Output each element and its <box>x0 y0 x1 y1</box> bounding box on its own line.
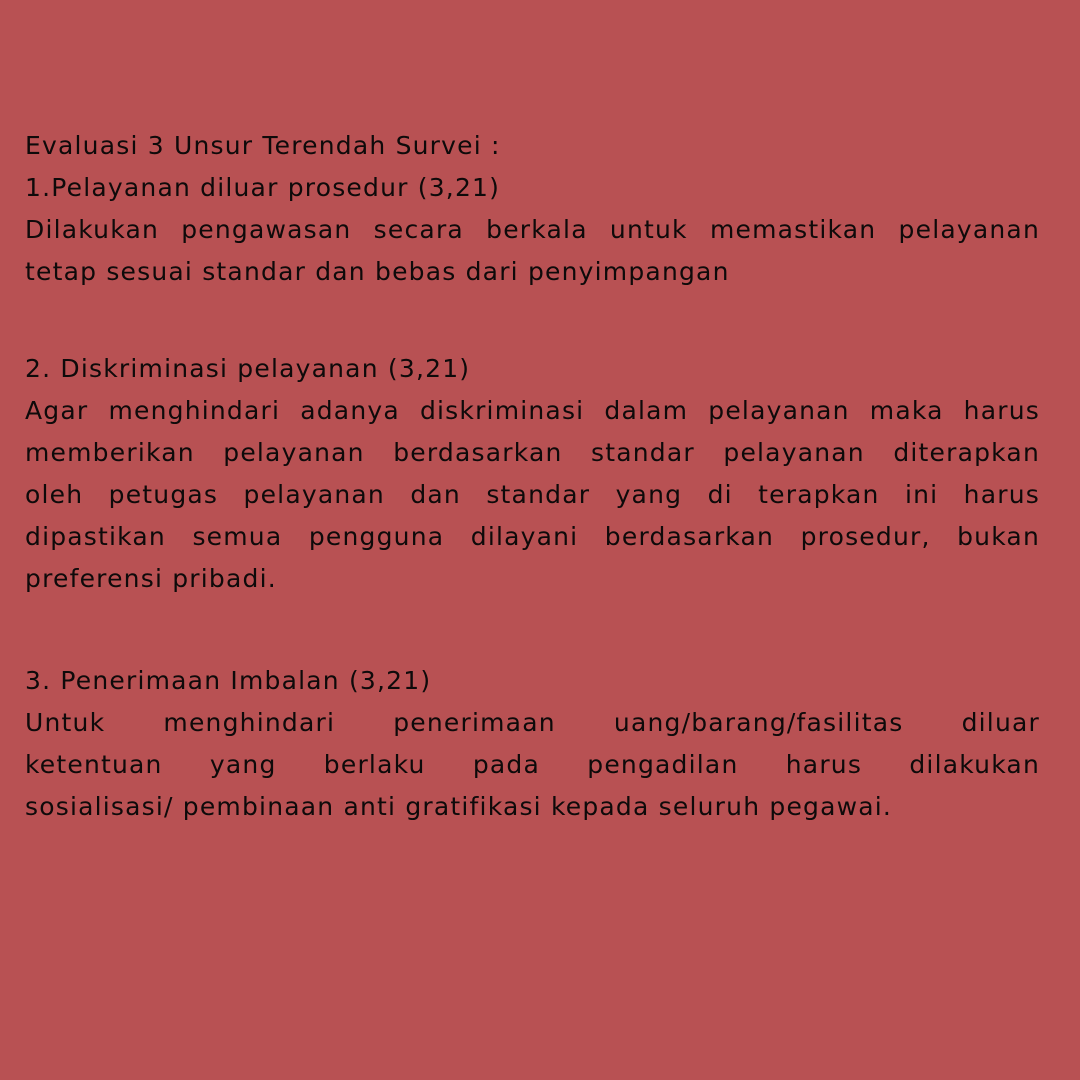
item-text-line: sosialisasi/ pembinaan anti gratifikasi kepada seluruh pegawai. <box>25 792 893 821</box>
spacer <box>25 600 1040 660</box>
item-text-line: ketentuan yang berlaku pada pengadilan harus dilakukan <box>25 750 1040 779</box>
item-text-line: dipastikan semua pengguna dilayani berdasarkan prosedur, bukan <box>25 522 1040 551</box>
spacer <box>25 293 1040 348</box>
item-heading: 3. Penerimaan Imbalan (3,21) <box>25 666 432 695</box>
item-text-line: Dilakukan pengawasan secara berkala untuk memastikan pelayanan <box>25 215 1040 244</box>
document-title: Evaluasi 3 Unsur Terendah Survei : <box>25 131 501 160</box>
item-text-line: preferensi pribadi. <box>25 564 277 593</box>
document-body <box>25 125 1040 828</box>
item-text-line: oleh petugas pelayanan dan standar yang di terapkan ini harus <box>25 480 1040 509</box>
evaluation-item-1 <box>25 167 1040 293</box>
item-text-line: memberikan pelayanan berdasarkan standar pelayanan diterapkan <box>25 438 1040 467</box>
item-text-line: Untuk menghindari penerimaan uang/barang/fasilitas diluar <box>25 708 1040 737</box>
item-text-line: tetap sesuai standar dan bebas dari penyimpangan <box>25 257 730 286</box>
evaluation-item-2 <box>25 348 1040 600</box>
evaluation-item-3 <box>25 660 1040 828</box>
item-heading: 2. Diskriminasi pelayanan (3,21) <box>25 354 471 383</box>
item-text-line: Agar menghindari adanya diskriminasi dalam pelayanan maka harus <box>25 396 1040 425</box>
item-heading: 1.Pelayanan diluar prosedur (3,21) <box>25 173 501 202</box>
